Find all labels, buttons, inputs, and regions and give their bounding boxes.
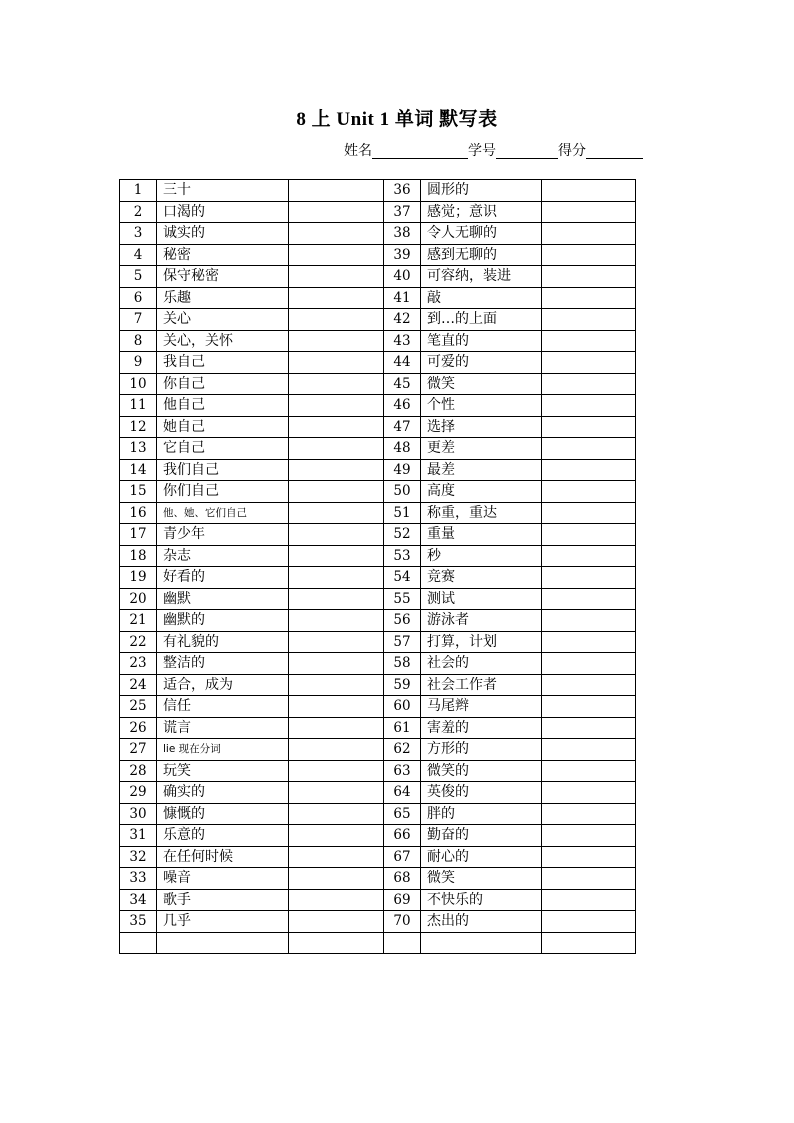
chinese-meaning: 几乎 (157, 911, 289, 933)
chinese-meaning: 个性 (421, 395, 542, 417)
word-number (384, 932, 421, 954)
table-row (120, 223, 636, 245)
table-row (120, 395, 636, 417)
word-number: 28 (120, 760, 157, 782)
table-row (120, 739, 636, 761)
chinese-meaning: 打算，计划 (421, 631, 542, 653)
table-row (120, 201, 636, 223)
chinese-meaning: 幽默 (157, 588, 289, 610)
answer-cell[interactable] (289, 223, 384, 245)
word-number: 30 (120, 803, 157, 825)
chinese-meaning: 微笑 (421, 868, 542, 890)
table-row (120, 567, 636, 589)
word-number: 32 (120, 846, 157, 868)
word-number: 50 (384, 481, 421, 503)
table-row (120, 631, 636, 653)
chinese-meaning: 它自己 (157, 438, 289, 460)
answer-cell[interactable] (542, 309, 636, 331)
chinese-meaning: 马尾辫 (421, 696, 542, 718)
answer-cell[interactable] (289, 567, 384, 589)
table-row (120, 373, 636, 395)
chinese-meaning: lie 现在分词 (157, 739, 289, 761)
answer-cell[interactable] (542, 287, 636, 309)
answer-cell[interactable] (289, 545, 384, 567)
word-number: 29 (120, 782, 157, 804)
chinese-meaning: 笔直的 (421, 330, 542, 352)
answer-cell[interactable] (289, 760, 384, 782)
score-blank[interactable] (586, 144, 643, 159)
answer-cell[interactable] (542, 717, 636, 739)
chinese-meaning: 她自己 (157, 416, 289, 438)
chinese-meaning: 慷慨的 (157, 803, 289, 825)
word-number: 9 (120, 352, 157, 374)
vocab-table (119, 179, 636, 954)
answer-cell[interactable] (542, 588, 636, 610)
chinese-meaning: 测试 (421, 588, 542, 610)
chinese-meaning: 谎言 (157, 717, 289, 739)
chinese-meaning: 微笑的 (421, 760, 542, 782)
chinese-meaning: 关心，关怀 (157, 330, 289, 352)
word-number: 69 (384, 889, 421, 911)
table-row (120, 932, 636, 954)
chinese-meaning: 玩笑 (157, 760, 289, 782)
name-blank[interactable] (372, 144, 468, 159)
word-number: 53 (384, 545, 421, 567)
word-number: 34 (120, 889, 157, 911)
table-row (120, 760, 636, 782)
answer-cell[interactable] (542, 803, 636, 825)
answer-cell[interactable] (542, 868, 636, 890)
answer-cell[interactable] (289, 524, 384, 546)
chinese-meaning: 歌手 (157, 889, 289, 911)
word-number: 20 (120, 588, 157, 610)
chinese-meaning: 乐趣 (157, 287, 289, 309)
answer-cell[interactable] (542, 481, 636, 503)
answer-cell[interactable] (289, 481, 384, 503)
answer-cell[interactable] (542, 932, 636, 954)
word-number: 21 (120, 610, 157, 632)
word-number: 33 (120, 868, 157, 890)
word-number: 37 (384, 201, 421, 223)
table-row (120, 244, 636, 266)
chinese-meaning: 适合，成为 (157, 674, 289, 696)
chinese-meaning: 我自己 (157, 352, 289, 374)
answer-cell[interactable] (542, 760, 636, 782)
word-number: 57 (384, 631, 421, 653)
word-number: 12 (120, 416, 157, 438)
word-number: 26 (120, 717, 157, 739)
word-number: 51 (384, 502, 421, 524)
answer-cell[interactable] (542, 846, 636, 868)
word-number: 4 (120, 244, 157, 266)
word-number: 7 (120, 309, 157, 331)
word-number: 24 (120, 674, 157, 696)
answer-cell[interactable] (542, 438, 636, 460)
word-number: 42 (384, 309, 421, 331)
chinese-meaning: 他自己 (157, 395, 289, 417)
chinese-meaning: 更差 (421, 438, 542, 460)
word-number: 6 (120, 287, 157, 309)
answer-cell[interactable] (542, 739, 636, 761)
answer-cell[interactable] (542, 373, 636, 395)
answer-cell[interactable] (289, 631, 384, 653)
chinese-meaning: 噪音 (157, 868, 289, 890)
answer-cell[interactable] (289, 502, 384, 524)
chinese-meaning: 口渴的 (157, 201, 289, 223)
word-number: 66 (384, 825, 421, 847)
word-number: 41 (384, 287, 421, 309)
table-row (120, 352, 636, 374)
answer-cell[interactable] (289, 653, 384, 675)
chinese-meaning: 感到无聊的 (421, 244, 542, 266)
chinese-meaning: 勤奋的 (421, 825, 542, 847)
answer-cell[interactable] (289, 911, 384, 933)
answer-cell[interactable] (289, 868, 384, 890)
word-number: 8 (120, 330, 157, 352)
answer-cell[interactable] (289, 803, 384, 825)
chinese-meaning: 到…的上面 (421, 309, 542, 331)
table-row (120, 309, 636, 331)
table-row (120, 846, 636, 868)
chinese-meaning (421, 932, 542, 954)
chinese-meaning: 重量 (421, 524, 542, 546)
student-info-line (344, 140, 643, 160)
answer-cell[interactable] (542, 631, 636, 653)
chinese-meaning: 选择 (421, 416, 542, 438)
table-row (120, 524, 636, 546)
answer-cell[interactable] (542, 524, 636, 546)
word-number: 44 (384, 352, 421, 374)
word-number: 49 (384, 459, 421, 481)
chinese-meaning: 感觉；意识 (421, 201, 542, 223)
chinese-meaning: 社会的 (421, 653, 542, 675)
chinese-meaning: 在任何时候 (157, 846, 289, 868)
word-number: 35 (120, 911, 157, 933)
chinese-meaning: 杂志 (157, 545, 289, 567)
word-number: 43 (384, 330, 421, 352)
vocab-table-body (120, 180, 636, 954)
chinese-meaning: 圆形的 (421, 180, 542, 202)
chinese-meaning: 诚实的 (157, 223, 289, 245)
word-number: 22 (120, 631, 157, 653)
answer-cell[interactable] (289, 846, 384, 868)
answer-cell[interactable] (289, 782, 384, 804)
chinese-meaning: 整洁的 (157, 653, 289, 675)
word-number (120, 932, 157, 954)
answer-cell[interactable] (289, 459, 384, 481)
answer-cell[interactable] (542, 911, 636, 933)
chinese-meaning: 我们自己 (157, 459, 289, 481)
chinese-meaning: 耐心的 (421, 846, 542, 868)
answer-cell[interactable] (289, 438, 384, 460)
answer-cell[interactable] (542, 266, 636, 288)
answer-cell[interactable] (542, 395, 636, 417)
word-number: 47 (384, 416, 421, 438)
student-id-label: 学号 (468, 143, 496, 159)
chinese-meaning: 杰出的 (421, 911, 542, 933)
chinese-meaning: 你们自己 (157, 481, 289, 503)
answer-cell[interactable] (542, 223, 636, 245)
answer-cell[interactable] (289, 373, 384, 395)
word-number: 55 (384, 588, 421, 610)
word-number: 39 (384, 244, 421, 266)
word-number: 62 (384, 739, 421, 761)
table-row (120, 825, 636, 847)
chinese-meaning: 称重，重达 (421, 502, 542, 524)
word-number: 18 (120, 545, 157, 567)
chinese-meaning: 有礼貌的 (157, 631, 289, 653)
chinese-meaning: 最差 (421, 459, 542, 481)
word-number: 16 (120, 502, 157, 524)
chinese-meaning: 害羞的 (421, 717, 542, 739)
chinese-meaning: 可容纳，装进 (421, 266, 542, 288)
chinese-meaning: 乐意的 (157, 825, 289, 847)
answer-cell[interactable] (289, 309, 384, 331)
answer-cell[interactable] (289, 416, 384, 438)
table-row (120, 481, 636, 503)
chinese-meaning: 令人无聊的 (421, 223, 542, 245)
word-number: 54 (384, 567, 421, 589)
word-number: 36 (384, 180, 421, 202)
name-label: 姓名 (344, 143, 372, 159)
word-number: 46 (384, 395, 421, 417)
answer-cell[interactable] (289, 201, 384, 223)
word-number: 11 (120, 395, 157, 417)
table-row (120, 696, 636, 718)
answer-cell[interactable] (542, 545, 636, 567)
word-number: 63 (384, 760, 421, 782)
chinese-meaning: 可爱的 (421, 352, 542, 374)
answer-cell[interactable] (542, 782, 636, 804)
word-number: 45 (384, 373, 421, 395)
table-row (120, 330, 636, 352)
chinese-meaning: 游泳者 (421, 610, 542, 632)
answer-cell[interactable] (289, 180, 384, 202)
chinese-meaning: 信任 (157, 696, 289, 718)
table-row (120, 588, 636, 610)
chinese-meaning: 微笑 (421, 373, 542, 395)
table-row (120, 416, 636, 438)
chinese-meaning: 保守秘密 (157, 266, 289, 288)
chinese-meaning: 秒 (421, 545, 542, 567)
table-row (120, 610, 636, 632)
answer-cell[interactable] (542, 330, 636, 352)
table-row (120, 502, 636, 524)
answer-cell[interactable] (542, 180, 636, 202)
word-number: 2 (120, 201, 157, 223)
answer-cell[interactable] (542, 567, 636, 589)
student-id-blank[interactable] (496, 144, 558, 159)
table-row (120, 287, 636, 309)
page-title: 8 上 Unit 1 单词 默写表 (296, 109, 498, 130)
answer-cell[interactable] (542, 696, 636, 718)
chinese-meaning: 你自己 (157, 373, 289, 395)
answer-cell[interactable] (289, 244, 384, 266)
word-number: 15 (120, 481, 157, 503)
word-number: 52 (384, 524, 421, 546)
chinese-meaning: 三十 (157, 180, 289, 202)
word-number: 14 (120, 459, 157, 481)
word-number: 38 (384, 223, 421, 245)
word-number: 27 (120, 739, 157, 761)
word-number: 64 (384, 782, 421, 804)
table-row (120, 674, 636, 696)
answer-cell[interactable] (542, 653, 636, 675)
table-row (120, 803, 636, 825)
word-number: 31 (120, 825, 157, 847)
chinese-meaning: 竞赛 (421, 567, 542, 589)
table-row (120, 868, 636, 890)
word-number: 59 (384, 674, 421, 696)
table-row (120, 459, 636, 481)
answer-cell[interactable] (289, 674, 384, 696)
table-row (120, 717, 636, 739)
table-row (120, 782, 636, 804)
answer-cell[interactable] (542, 416, 636, 438)
table-row (120, 180, 636, 202)
word-number: 13 (120, 438, 157, 460)
chinese-meaning: 青少年 (157, 524, 289, 546)
answer-cell[interactable] (289, 825, 384, 847)
answer-cell[interactable] (289, 696, 384, 718)
word-number: 61 (384, 717, 421, 739)
word-number: 17 (120, 524, 157, 546)
chinese-meaning: 胖的 (421, 803, 542, 825)
answer-cell[interactable] (289, 395, 384, 417)
table-row (120, 911, 636, 933)
chinese-meaning: 确实的 (157, 782, 289, 804)
answer-cell[interactable] (289, 352, 384, 374)
answer-cell[interactable] (542, 201, 636, 223)
word-number: 65 (384, 803, 421, 825)
word-number: 60 (384, 696, 421, 718)
answer-cell[interactable] (289, 610, 384, 632)
chinese-meaning: 英俊的 (421, 782, 542, 804)
answer-cell[interactable] (542, 352, 636, 374)
chinese-meaning: 社会工作者 (421, 674, 542, 696)
answer-cell[interactable] (542, 244, 636, 266)
chinese-meaning: 秘密 (157, 244, 289, 266)
answer-cell[interactable] (289, 932, 384, 954)
word-number: 3 (120, 223, 157, 245)
answer-cell[interactable] (542, 502, 636, 524)
table-row (120, 653, 636, 675)
word-number: 25 (120, 696, 157, 718)
table-row (120, 545, 636, 567)
word-number: 56 (384, 610, 421, 632)
answer-cell[interactable] (289, 287, 384, 309)
chinese-meaning: 好看的 (157, 567, 289, 589)
answer-cell[interactable] (542, 674, 636, 696)
score-label: 得分 (558, 143, 586, 159)
word-number: 70 (384, 911, 421, 933)
word-number: 68 (384, 868, 421, 890)
chinese-meaning: 敲 (421, 287, 542, 309)
word-number: 1 (120, 180, 157, 202)
chinese-meaning: 不快乐的 (421, 889, 542, 911)
answer-cell[interactable] (542, 825, 636, 847)
answer-cell[interactable] (289, 588, 384, 610)
answer-cell[interactable] (289, 330, 384, 352)
answer-cell[interactable] (542, 889, 636, 911)
answer-cell[interactable] (542, 459, 636, 481)
chinese-meaning: 高度 (421, 481, 542, 503)
word-number: 19 (120, 567, 157, 589)
chinese-meaning: 他、她、它们自己 (157, 502, 289, 524)
word-number: 10 (120, 373, 157, 395)
answer-cell[interactable] (289, 739, 384, 761)
table-row (120, 266, 636, 288)
table-row (120, 889, 636, 911)
chinese-meaning (157, 932, 289, 954)
word-number: 48 (384, 438, 421, 460)
word-number: 58 (384, 653, 421, 675)
word-number: 67 (384, 846, 421, 868)
chinese-meaning: 幽默的 (157, 610, 289, 632)
word-number: 23 (120, 653, 157, 675)
chinese-meaning: 方形的 (421, 739, 542, 761)
word-number: 5 (120, 266, 157, 288)
answer-cell[interactable] (289, 266, 384, 288)
answer-cell[interactable] (289, 889, 384, 911)
table-row (120, 438, 636, 460)
answer-cell[interactable] (289, 717, 384, 739)
answer-cell[interactable] (542, 610, 636, 632)
chinese-meaning: 关心 (157, 309, 289, 331)
word-number: 40 (384, 266, 421, 288)
